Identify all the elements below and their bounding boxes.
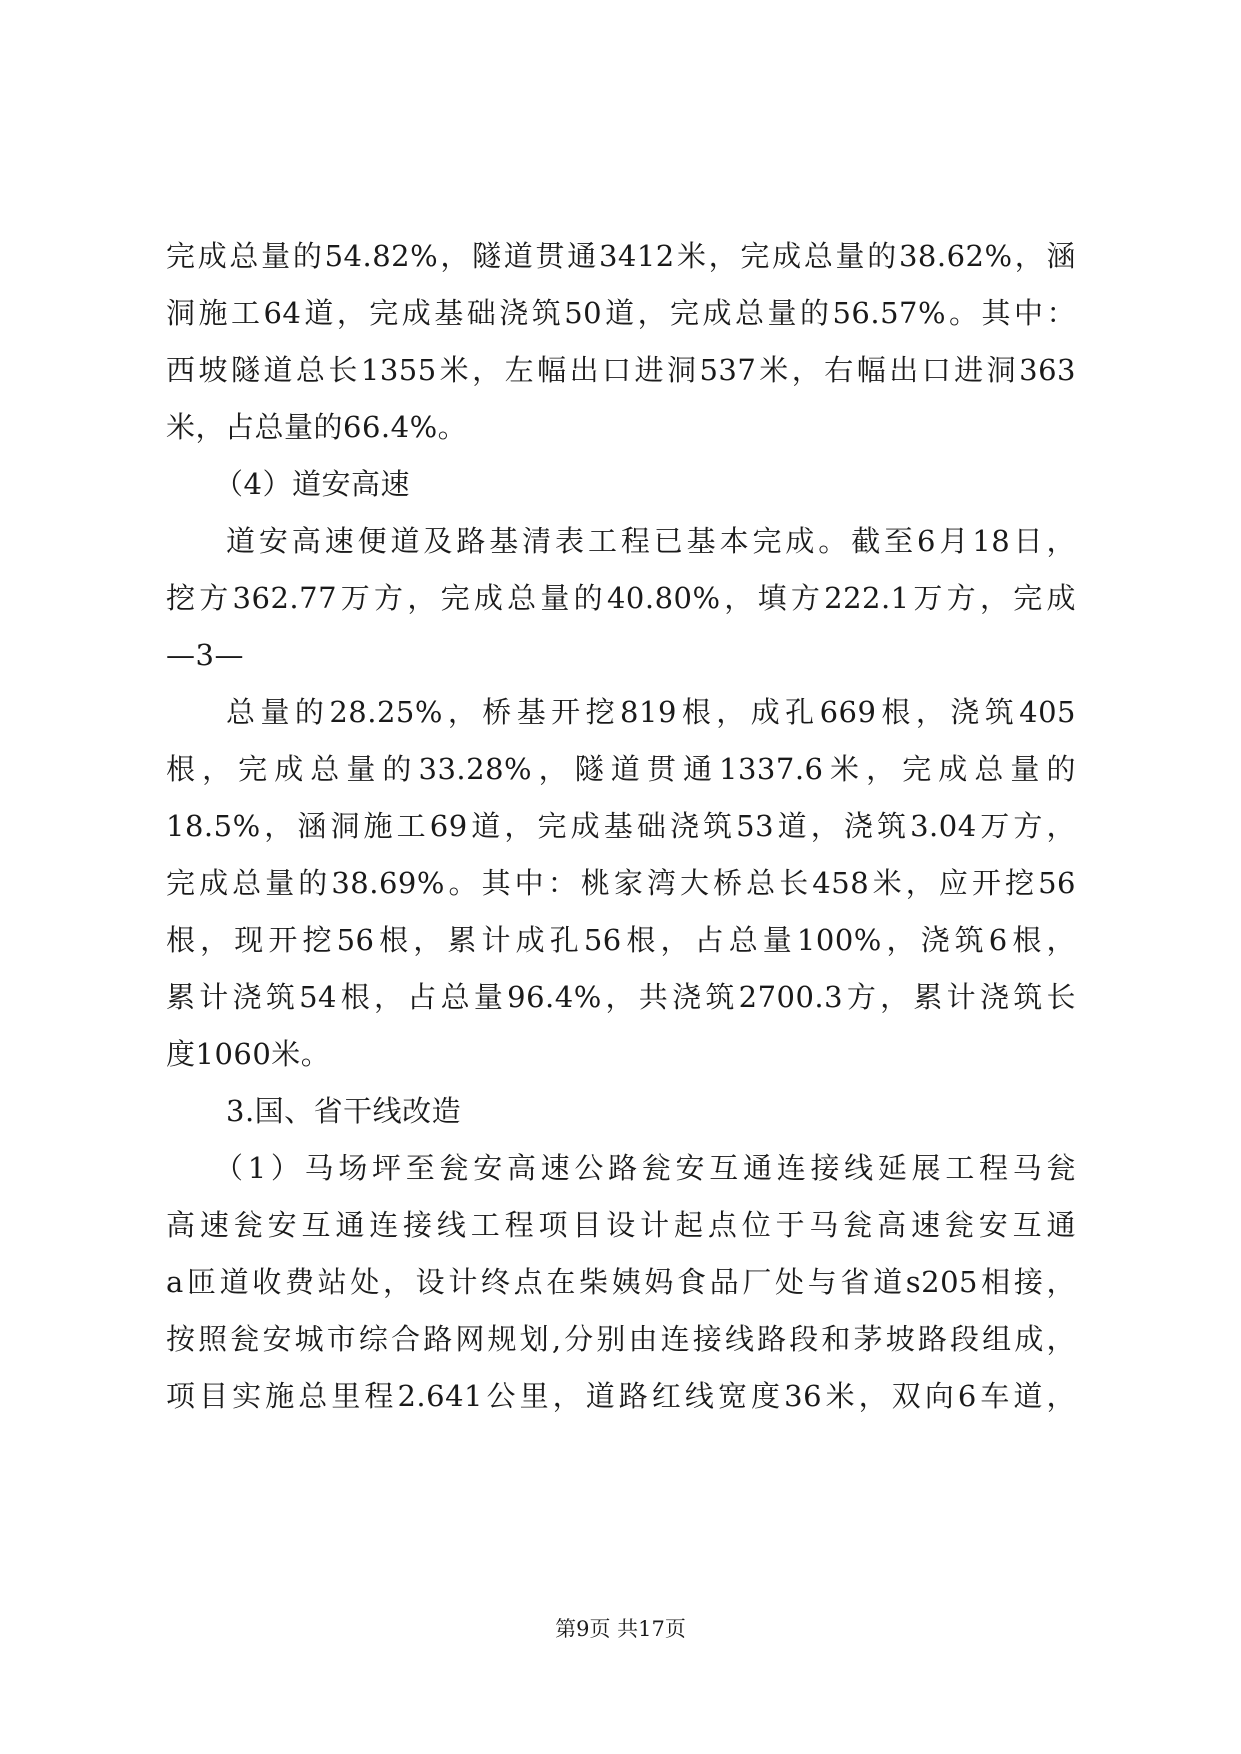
- text-line: （1）马场坪至瓮安高速公路瓮安互通连接线延展工程马瓮: [214, 1151, 1076, 1185]
- text-line: 总量的28.25%，桥基开挖819根，成孔669根，浇筑405: [226, 695, 1076, 729]
- text-line: 洞施工64道，完成基础浇筑50道，完成总量的56.57%。其中：: [166, 296, 1076, 330]
- text-line: 根，完成总量的33.28%，隧道贯通1337.6米，完成总量的: [166, 752, 1076, 786]
- text-line: 米，占总量的66.4%。: [166, 410, 468, 444]
- section-heading: （4）道安高速: [214, 467, 410, 501]
- section-heading: 3.国、省干线改造: [226, 1094, 462, 1128]
- text-line: 按照瓮安城市综合路网规划,分别由连接线路段和茅坡路段组成，: [166, 1322, 1076, 1356]
- text-line: 度1060米。: [166, 1037, 331, 1071]
- text-line: 完成总量的38.69%。其中：桃家湾大桥总长458米，应开挖56: [166, 866, 1076, 900]
- text-line: 高速瓮安互通连接线工程项目设计起点位于马瓮高速瓮安互通: [166, 1208, 1076, 1242]
- text-line: 18.5%，涵洞施工69道，完成基础浇筑53道，浇筑3.04万方，: [166, 809, 1076, 843]
- text-line: 项目实施总里程2.641公里，道路红线宽度36米，双向6车道，: [166, 1379, 1076, 1413]
- text-line: 完成总量的54.82%，隧道贯通3412米，完成总量的38.62%，涵: [166, 239, 1076, 273]
- text-line: 根，现开挖56根，累计成孔56根，占总量100%，浇筑6根，: [166, 923, 1076, 957]
- text-line: 累计浇筑54根，占总量96.4%，共浇筑2700.3方，累计浇筑长: [166, 980, 1076, 1014]
- text-line: a匝道收费站处，设计终点在柴姨妈食品厂处与省道s205相接，: [166, 1265, 1076, 1299]
- text-line: 西坡隧道总长1355米，左幅出口进洞537米，右幅出口进洞363: [166, 353, 1076, 387]
- page-footer: 第9页 共17页: [555, 1617, 686, 1641]
- text-line: 道安高速便道及路基清表工程已基本完成。截至6月18日，: [226, 524, 1076, 558]
- text-line: 挖方362.77万方，完成总量的40.80%，填方222.1万方，完成: [166, 581, 1076, 615]
- document-body: [166, 228, 1076, 1425]
- inline-page-marker: —3—: [166, 638, 244, 672]
